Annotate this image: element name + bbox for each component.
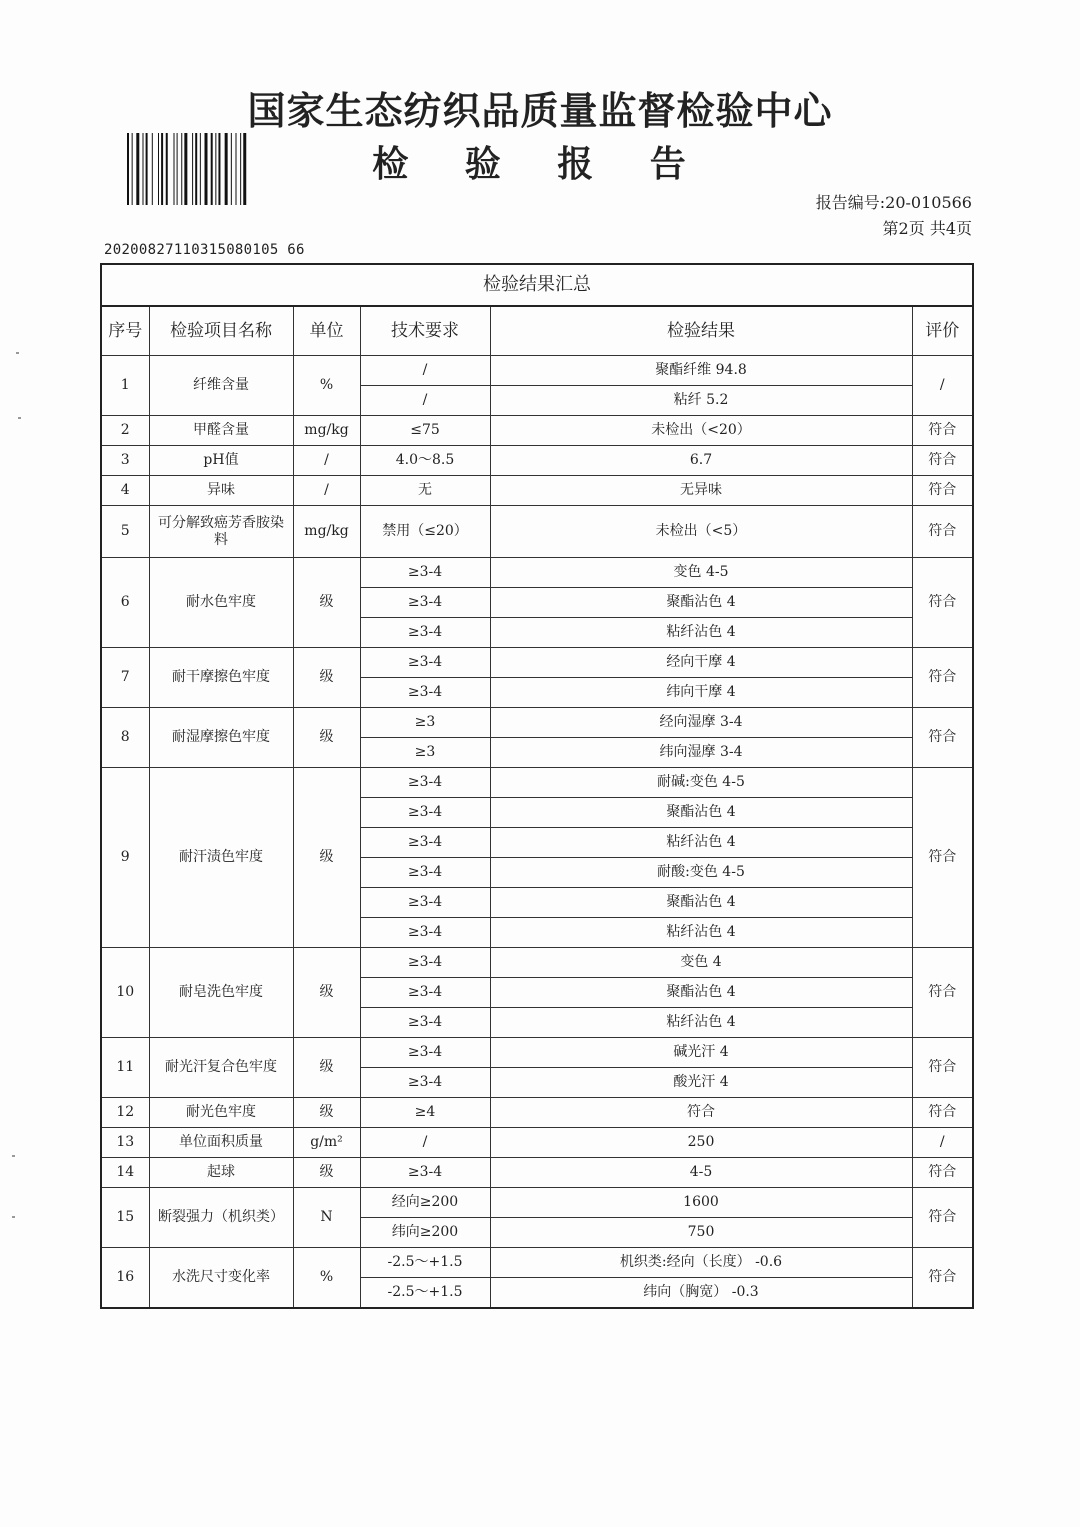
cell-requirement: -2.5～+1.5 [360,1248,490,1278]
cell-unit: 级 [293,558,360,648]
cell-unit: mg/kg [293,416,360,446]
table-body [101,356,973,1308]
cell-evaluation: 符合 [912,1188,973,1248]
table-row [101,1188,973,1218]
table-caption: 检验结果汇总 [101,264,973,306]
cell-result: 1600 [490,1188,912,1218]
cell-item: pH值 [149,446,293,476]
cell-unit: g/m² [293,1128,360,1158]
cell-no: 14 [101,1158,149,1188]
cell-result: 经向湿摩 3-4 [490,708,912,738]
cell-item: 耐光汗复合色牢度 [149,1038,293,1098]
scan-speck [12,1216,15,1218]
cell-result: 机织类:经向（长度） -0.6 [490,1248,912,1278]
cell-unit: 级 [293,648,360,708]
cell-evaluation: 符合 [912,948,973,1038]
cell-requirement: ≥3 [360,708,490,738]
cell-item: 耐光色牢度 [149,1098,293,1128]
cell-requirement: ≥3-4 [360,828,490,858]
cell-result: 耐酸:变色 4-5 [490,858,912,888]
cell-result: 粘纤 5.2 [490,386,912,416]
col-header: 序号 [101,306,149,356]
cell-requirement: ≥3-4 [360,648,490,678]
table-row [101,558,973,588]
col-header: 评价 [912,306,973,356]
cell-item: 异味 [149,476,293,506]
page-info: 第2页 共4页 [882,219,972,238]
cell-result: 纬向湿摩 3-4 [490,738,912,768]
cell-evaluation: 符合 [912,1038,973,1098]
cell-requirement: ≥3-4 [360,978,490,1008]
cell-result: 粘纤沾色 4 [490,618,912,648]
cell-unit: / [293,476,360,506]
doc-title: 检 验 报 告 [372,143,708,185]
table-row [101,708,973,738]
cell-evaluation: 符合 [912,708,973,768]
cell-no: 9 [101,768,149,948]
table-row [101,506,973,558]
table-row [101,1098,973,1128]
cell-unit: 级 [293,1098,360,1128]
report-number: 报告编号:20-010566 [815,193,972,212]
cell-requirement: ≥3-4 [360,858,490,888]
table-row [101,648,973,678]
serial-number: 20200827110315080105 66 [104,242,305,258]
cell-no: 5 [101,506,149,558]
cell-no: 6 [101,558,149,648]
cell-no: 16 [101,1248,149,1308]
cell-no: 2 [101,416,149,446]
col-header: 检验项目名称 [149,306,293,356]
table-row [101,1128,973,1158]
cell-unit: mg/kg [293,506,360,558]
cell-result: 250 [490,1128,912,1158]
cell-result: 聚酯纤维 94.8 [490,356,912,386]
cell-requirement: ≥3-4 [360,1038,490,1068]
col-header: 技术要求 [360,306,490,356]
cell-requirement: -2.5～+1.5 [360,1278,490,1308]
cell-result: 750 [490,1218,912,1248]
cell-no: 11 [101,1038,149,1098]
cell-requirement: ≥3-4 [360,1068,490,1098]
cell-requirement: ≥3-4 [360,588,490,618]
cell-unit: % [293,1248,360,1308]
cell-requirement: ≥4 [360,1098,490,1128]
cell-evaluation: 符合 [912,648,973,708]
cell-no: 7 [101,648,149,708]
col-header: 单位 [293,306,360,356]
results-table [100,263,974,1309]
cell-result: 4-5 [490,1158,912,1188]
cell-requirement: ≥3-4 [360,768,490,798]
cell-no: 12 [101,1098,149,1128]
cell-result: 粘纤沾色 4 [490,1008,912,1038]
cell-result: 聚酯沾色 4 [490,888,912,918]
cell-result: 聚酯沾色 4 [490,588,912,618]
cell-result: 变色 4 [490,948,912,978]
cell-result: 酸光汗 4 [490,1068,912,1098]
cell-result: 纬向（胸宽） -0.3 [490,1278,912,1308]
cell-no: 10 [101,948,149,1038]
cell-requirement: ≥3-4 [360,678,490,708]
cell-result: 耐碱:变色 4-5 [490,768,912,798]
org-title: 国家生态纺织品质量监督检验中心 [247,88,833,133]
table-row [101,446,973,476]
cell-requirement: 无 [360,476,490,506]
cell-item: 耐汗渍色牢度 [149,768,293,948]
cell-result: 聚酯沾色 4 [490,978,912,1008]
cell-evaluation: 符合 [912,558,973,648]
cell-evaluation: / [912,356,973,416]
table-row [101,948,973,978]
cell-evaluation: 符合 [912,1098,973,1128]
table-row [101,1038,973,1068]
cell-result: 符合 [490,1098,912,1128]
cell-evaluation: 符合 [912,446,973,476]
cell-requirement: ≤75 [360,416,490,446]
cell-unit: 级 [293,768,360,948]
cell-no: 8 [101,708,149,768]
cell-no: 3 [101,446,149,476]
scan-speck [12,1155,15,1157]
scan-speck [16,352,19,354]
cell-item: 断裂强力（机织类） [149,1188,293,1248]
cell-unit: 级 [293,1158,360,1188]
cell-requirement: 禁用（≤20） [360,506,490,558]
cell-result: 聚酯沾色 4 [490,798,912,828]
cell-evaluation: 符合 [912,476,973,506]
cell-no: 15 [101,1188,149,1248]
cell-item: 单位面积质量 [149,1128,293,1158]
cell-no: 13 [101,1128,149,1158]
table-row [101,416,973,446]
cell-evaluation: 符合 [912,506,973,558]
cell-evaluation: / [912,1128,973,1158]
cell-item: 甲醛含量 [149,416,293,446]
cell-result: 粘纤沾色 4 [490,918,912,948]
cell-result: 未检出（<20） [490,416,912,446]
cell-item: 可分解致癌芳香胺染料 [149,506,293,558]
cell-requirement: / [360,386,490,416]
cell-no: 1 [101,356,149,416]
cell-unit: 级 [293,1038,360,1098]
table-row [101,768,973,798]
cell-item: 耐干摩擦色牢度 [149,648,293,708]
scan-speck [18,417,21,419]
cell-item: 耐皂洗色牢度 [149,948,293,1038]
cell-evaluation: 符合 [912,1248,973,1308]
cell-requirement: ≥3-4 [360,948,490,978]
cell-requirement: ≥3-4 [360,888,490,918]
cell-no: 4 [101,476,149,506]
cell-requirement: 4.0～8.5 [360,446,490,476]
cell-item: 耐水色牢度 [149,558,293,648]
cell-requirement: ≥3-4 [360,1158,490,1188]
cell-item: 纤维含量 [149,356,293,416]
table-row [101,476,973,506]
cell-requirement: 纬向≥200 [360,1218,490,1248]
cell-unit: / [293,446,360,476]
barcode [127,133,282,205]
cell-requirement: ≥3-4 [360,918,490,948]
cell-unit: 级 [293,948,360,1038]
cell-evaluation: 符合 [912,416,973,446]
table-row [101,356,973,386]
cell-requirement: ≥3-4 [360,1008,490,1038]
cell-result: 无异味 [490,476,912,506]
cell-result: 碱光汗 4 [490,1038,912,1068]
cell-requirement: / [360,356,490,386]
table-row [101,1158,973,1188]
cell-item: 水洗尺寸变化率 [149,1248,293,1308]
cell-item: 起球 [149,1158,293,1188]
cell-requirement: ≥3-4 [360,798,490,828]
cell-result: 经向干摩 4 [490,648,912,678]
cell-evaluation: 符合 [912,768,973,948]
cell-requirement: ≥3-4 [360,558,490,588]
cell-result: 纬向干摩 4 [490,678,912,708]
cell-unit: N [293,1188,360,1248]
table-row [101,1248,973,1278]
col-header: 检验结果 [490,306,912,356]
cell-evaluation: 符合 [912,1158,973,1188]
cell-unit: % [293,356,360,416]
cell-result: 6.7 [490,446,912,476]
cell-item: 耐湿摩擦色牢度 [149,708,293,768]
cell-requirement: 经向≥200 [360,1188,490,1218]
cell-requirement: ≥3 [360,738,490,768]
cell-result: 未检出（<5） [490,506,912,558]
cell-result: 变色 4-5 [490,558,912,588]
cell-requirement: / [360,1128,490,1158]
cell-requirement: ≥3-4 [360,618,490,648]
cell-result: 粘纤沾色 4 [490,828,912,858]
cell-unit: 级 [293,708,360,768]
